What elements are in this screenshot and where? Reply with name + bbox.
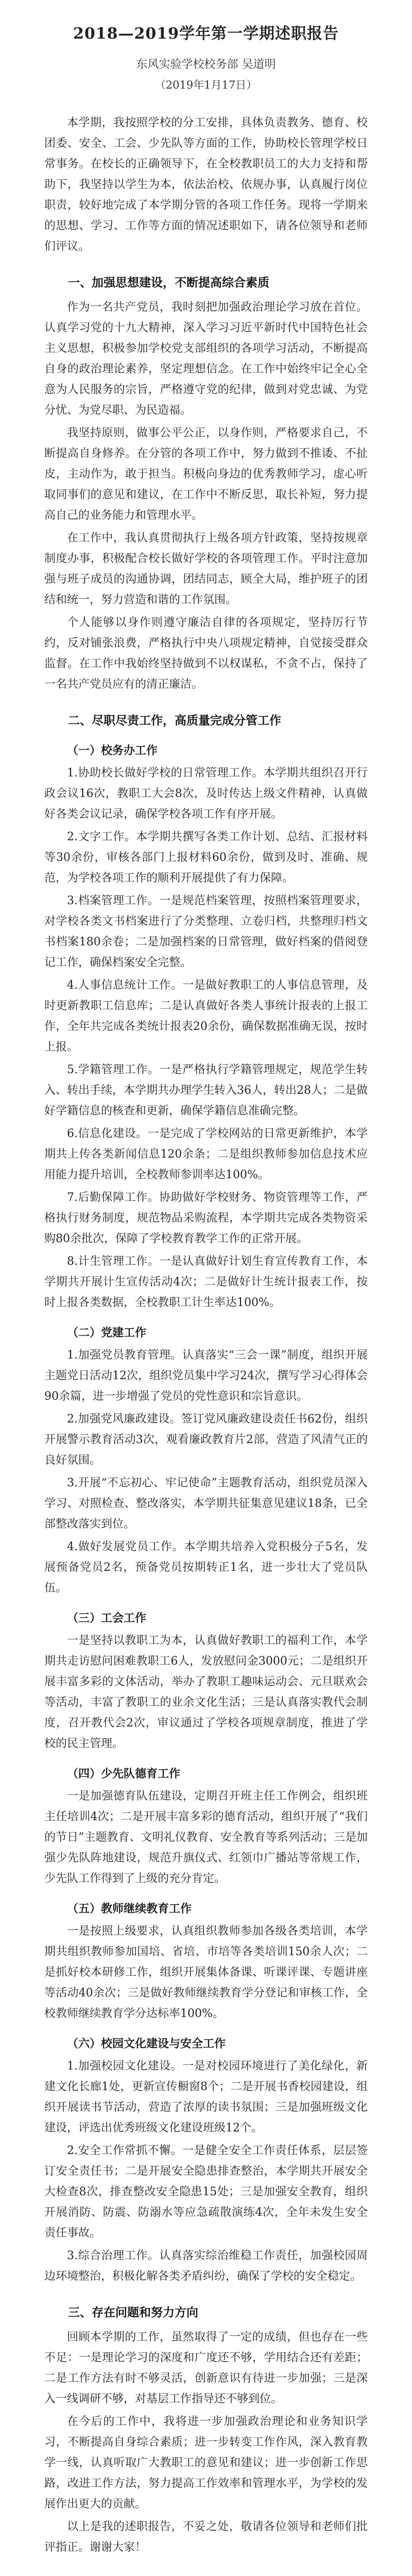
subsection-heading: （一）校务办工作 xyxy=(67,744,158,757)
section-heading: 三、存在问题和努力方向 xyxy=(68,2306,198,2319)
subsection-heading: （二）党建工作 xyxy=(67,1326,147,1340)
subsection-body xyxy=(44,1921,368,2024)
subsection-heading: （三）工会工作 xyxy=(67,1612,147,1625)
paragraph: 在今后的工作中，我将进一步加强政治理论和业务知识学习，不断提高自身综合素质；进一步转变工作作风，深入教育教学一线，认真听取广大教职工的意见和建议；进一步创新工作思路，改进工作方法，努力提高工作效率和管理水平，为学校的发展作出更大的贡献。 xyxy=(44,2415,368,2511)
paragraph: 8.计生管理工作。一是认真做好计划生育宣传教育工作，本学期共开展计生宣传活动4次；二是做好计生统计报表工作，按时上报各类数据，全校教职工计生率达100%。 xyxy=(44,1255,368,1309)
paragraph: 4.人事信息统计工作。一是做好教职工的人事信息管理，及时更新教职工信息库；二是认真做好各类人事统计报表的上报工作，全年共完成各类统计报表20余份，确保数据准确无误，按时上报。 xyxy=(44,979,368,1054)
report-title: 2018—2019学年第一学期述职报告 xyxy=(73,25,339,43)
paragraph: 以上是我的述职报告，不妥之处，敬请各位领导和老师们批评指正。谢谢大家！ xyxy=(44,2520,368,2554)
paragraph: 一是加强德育队伍建设，定期召开班主任工作例会，组织班主任培训4次；二是开展丰富多彩的德育活动，组织开展了“我们的节日”主题教育、文明礼仪教育、安全教育等系列活动；三是加强少先队阵地建设，规范升旗仪式、红领巾广播站等常规工作，少先队工作得到了上级的充分肯定。 xyxy=(44,1790,368,1885)
report-date: （2019年1月17日） xyxy=(154,79,258,91)
section-heading: 二、尽职尽责工作，高质量完成分管工作 xyxy=(68,714,281,727)
subsection-heading: （六）校园文化建设与安全工作 xyxy=(67,2037,226,2050)
paragraph: 2.加强党风廉政建设。签订党风廉政建设责任书62份，组织开展警示教育活动3次，观看廉政教育片2部，营造了风清气正的良好氛围。 xyxy=(44,1413,368,1467)
paragraph: 一是按照上级要求，认真组织教师参加各级各类培训，本学期共组织教师参加国培、省培、市培等各类培训150余人次；二是抓好校本研修工作，组织开展集体备课、听课评课、专题讲座等活动40余次；三是做好教师继续教育学分登记和审核工作，全校教师继续教育学分达标率100%。 xyxy=(44,1925,368,2020)
paragraph: 6.信息化建设。一是完成了学校网站的日常更新维护，本学期共上传各类新闻信息120余条；二是组织教师参加信息技术应用能力提升培训，全校教师参训率达100%。 xyxy=(44,1127,368,1181)
report-author: 东风实验学校校务部 吴道明 xyxy=(136,58,276,71)
paragraph: 在工作中，我认真贯彻执行上级各项方针政策，坚持按规章制度办事，积极配合校长做好学校的各项管理工作。平时注意加强与班子成员的沟通协调，团结同志，顾全大局，维护班子的团结和统一，努力营造和谐的工作氛围。 xyxy=(44,532,368,606)
subsection-body xyxy=(44,2056,368,2287)
paragraph: 3.档案管理工作。一是规范档案管理，按照档案管理要求，对学校各类文书档案进行了分类整理、立卷归档，共整理归档文书档案180余卷；二是加强档案的日常管理，做好档案的借阅登记工作，确保档案安全完整。 xyxy=(44,894,368,969)
subsection-body xyxy=(44,1345,368,1599)
paragraph: 我坚持原则，做事公平公正，以身作则，严格要求自己，不断提高自身修养。在分管的各项工作中，努力做到不推诿、不扯皮，主动作为，敢于担当。积极向身边的优秀教师学习，虚心听取同事们的意见和建议，在工作中不断反思，取长补短，努力提高自己的业务能力和管理水平。 xyxy=(44,427,368,522)
paragraph: 个人能够以身作则遵守廉洁自律的各项规定，坚持厉行节约，反对铺张浪费，严格执行中央八项规定精神，自觉接受群众监督。在工作中我始终坚持做到不以权谋私，不贪不占，保持了一名共产党员应有的清正廉洁。 xyxy=(44,616,368,691)
section-body xyxy=(44,2327,368,2558)
paragraph: 2.安全工作常抓不懈。一是健全安全工作责任体系，层层签订安全责任书；二是开展安全隐患排查整治，本学期共开展安全大检查8次，排查整改安全隐患15处；三是加强安全教育，组织开展消防、防震、防溺水等应急疏散演练4次，全年未发生安全责任事故。 xyxy=(44,2144,368,2240)
paragraph: 1.协助校长做好学校的日常管理工作。本学期共组织召开行政会议16次，教职工大会8次，及时传达上级文件精神，认真做好各类会议记录，确保学校各项工作有序开展。 xyxy=(44,767,368,821)
paragraph: 本学期，我按照学校的分工安排，具体负责教务、德育、校团委、安全、工会、少先队等方面的工作，协助校长管理学校日常事务。在校长的正确领导下，在全校教职员工的大力支持和帮助下，我坚持以学生为本，依法治校、依规办事，认真履行岗位职责，较好地完成了本学期分管的各项工作任务。现将一学期来的思想、学习、工作等方面的情况述职如下，请各位领导和老师们评议。 xyxy=(44,116,368,253)
subsection-body xyxy=(44,1786,368,1889)
intro xyxy=(44,113,368,257)
subsection-heading: （五）教师继续教育工作 xyxy=(67,1902,192,1916)
section-heading: 一、加强思想建设，不断提高综合素质 xyxy=(68,276,269,290)
paragraph: 回顾本学期的工作，虽然取得了一定的成绩，但也存在一些不足：一是理论学习的深度和广度还不够，学用结合还有差距；二是工作方法有时不够灵活，创新意识有待进一步加强；三是深入一线调研不够，对基层工作指导还不够到位。 xyxy=(44,2331,368,2405)
paragraph: 5.学籍管理工作。一是严格执行学籍管理规定，规范学生转入、转出手续，本学期共办理学生转入36人，转出28人；二是做好学籍信息的核查和更新，确保学籍信息准确完整。 xyxy=(44,1063,368,1117)
paragraph: 4.做好发展党员工作。本学期共培养入党积极分子5名，发展预备党员2名，预备党员按期转正1名，进一步壮大了党员队伍。 xyxy=(44,1540,368,1595)
section-body xyxy=(44,297,368,695)
subsection-body xyxy=(44,1631,368,1754)
paragraph: 7.后勤保障工作。协助做好学校财务、物资管理等工作，严格执行财务制度，规范物品采购流程，本学期共完成各类物资采购80余批次，保障了学校教育教学工作的正常开展。 xyxy=(44,1191,368,1245)
paragraph: 1.加强党员教育管理。认真落实“三会一课”制度，组织开展主题党日活动12次，组织党员集中学习24次，撰写学习心得体会90余篇，进一步增强了党员的党性意识和宗旨意识。 xyxy=(44,1349,368,1403)
subsection-body xyxy=(44,763,368,1313)
paragraph: 3.开展“不忘初心、牢记使命”主题教育活动，组织党员深入学习、对照检查、整改落实，本学期共征集意见建议18条，已全部整改落实到位。 xyxy=(44,1477,368,1531)
paragraph: 3.综合治理工作。认真落实综治维稳工作责任，加强校园周边环境整治，积极化解各类矛盾纠纷，确保了学校的安全稳定。 xyxy=(44,2249,368,2283)
paragraph: 一是坚持以教职工为本，认真做好教职工的福利工作，本学期共走访慰问困难教职工6人，发放慰问金3000元；二是组织开展丰富多彩的文体活动，举办了教职工趣味运动会、元旦联欢会等活动，丰富了教职工的业余文化生活；三是认真落实教代会制度，召开教代会2次，审议通过了学校各项规章制度，推进了学校的民主管理。 xyxy=(44,1634,368,1750)
paragraph: 2.文字工作。本学期共撰写各类工作计划、总结、汇报材料等30余份，审核各部门上报材料60余份，做到及时、准确、规范，为学校各项工作的顺利开展提供了有力保障。 xyxy=(44,831,368,885)
paragraph: 1.加强校园文化建设。一是对校园环境进行了美化绿化，新建文化长廊1处，更新宣传橱窗8个；二是开展书香校园建设，组织开展读书节活动，营造了浓厚的读书氛围；三是加强班级文化建设，评选出优秀班级文化建设班级12个。 xyxy=(44,2060,368,2134)
paragraph: 作为一名共产党员，我时刻把加强政治理论学习放在首位。认真学习党的十九大精神，深入学习习近平新时代中国特色社会主义思想，积极参加学校党支部组织的各项学习活动，不断提高自身的政治理论素养，坚定理想信念。在工作中始终牢记全心全意为人民服务的宗旨，严格遵守党的纪律，做到对党忠诚、为党分忧、为党尽职、为民造福。 xyxy=(44,301,368,417)
subsection-heading: （四）少先队德育工作 xyxy=(67,1767,181,1781)
